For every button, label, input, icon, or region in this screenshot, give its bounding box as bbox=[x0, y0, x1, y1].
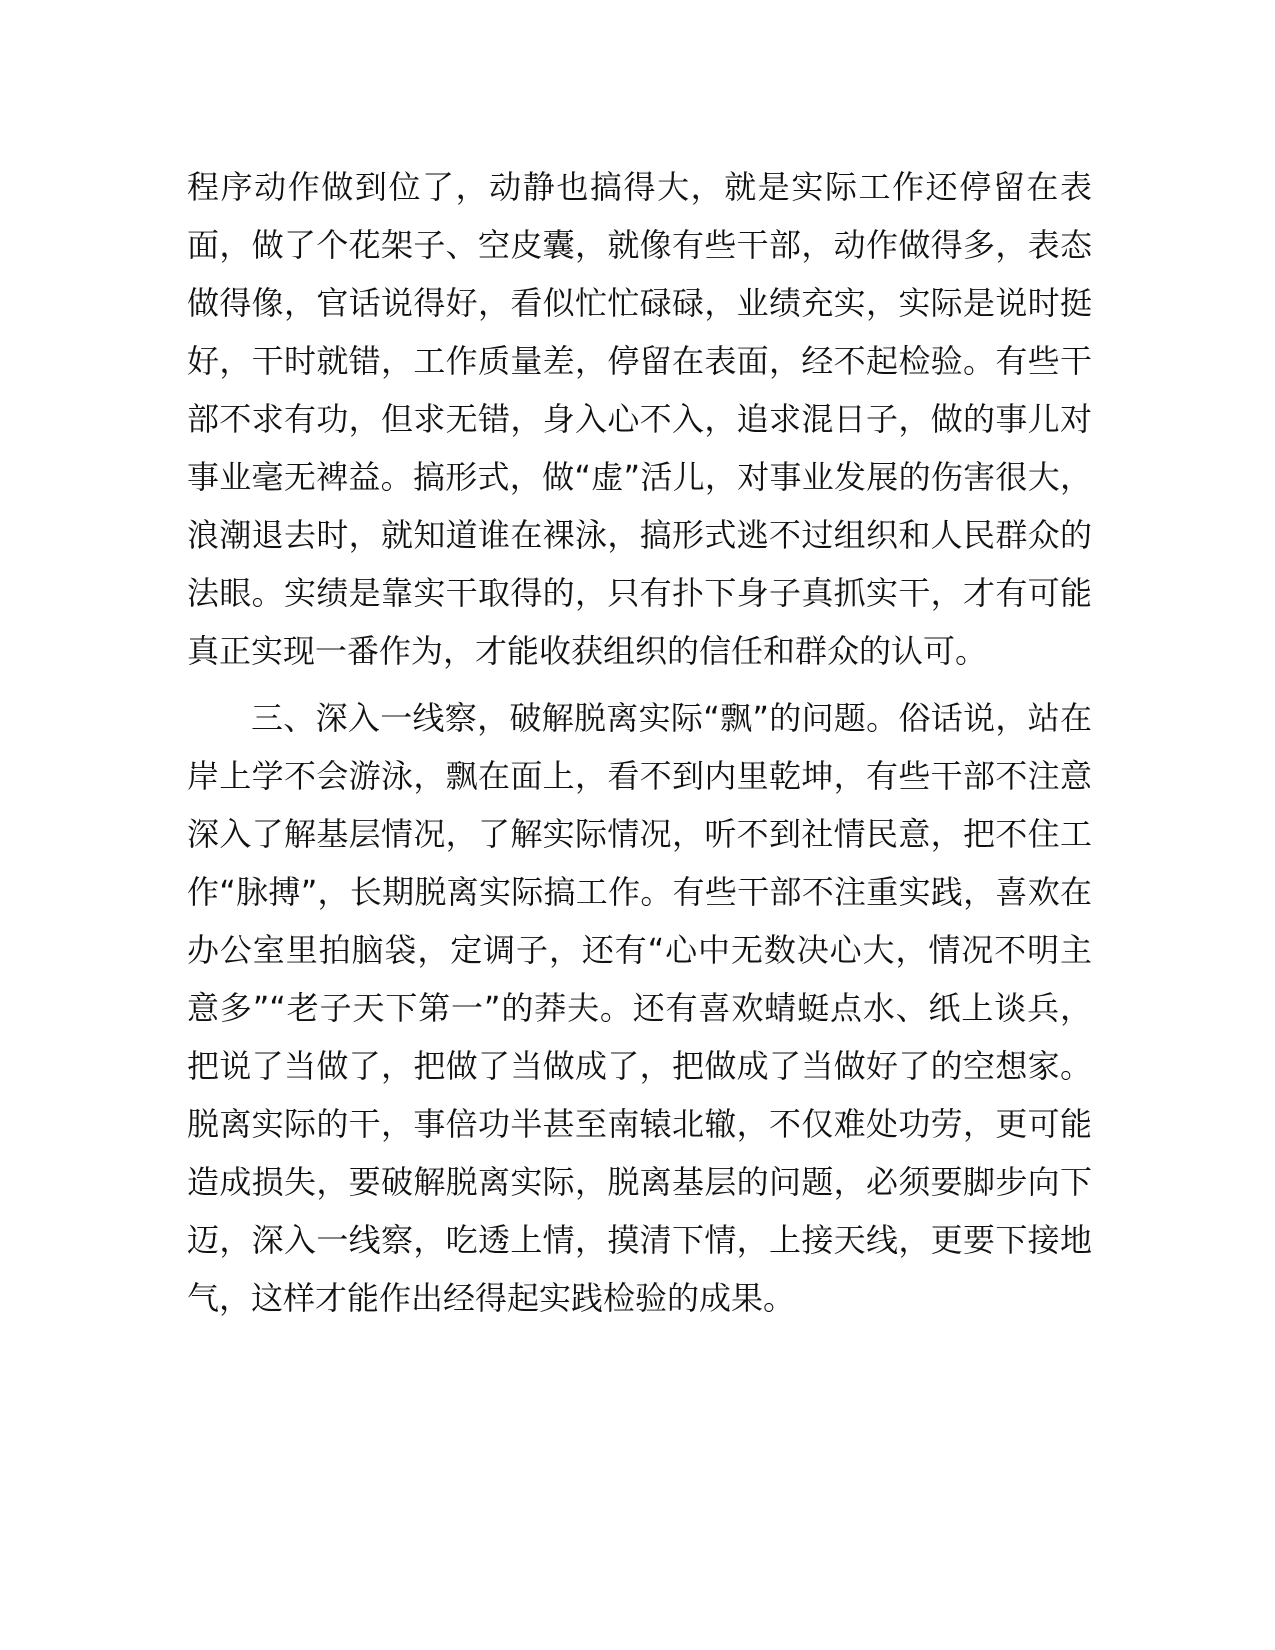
document-body bbox=[187, 158, 1092, 1327]
paragraph-section-three: 三、深入一线察，破解脱离实际“飘”的问题。俗话说，站在岸上学不会游泳，飘在面上，看不到内里乾坤，有些干部不注意深入了解基层情况，了解实际情况，听不到社情民意，把不住工作“脉搏”，长期脱离实际搞工作。有些干部不注重实践，喜欢在办公室里拍脑袋，定调子，还有“心中无数决心大，情况不明主意多”“老子天下第一”的莽夫。还有喜欢蜻蜓点水、纸上谈兵，把说了当做了，把做了当做成了，把做成了当做好了的空想家。脱离实际的干，事倍功半甚至南辕北辙，不仅难处功劳，更可能造成损失，要破解脱离实际，脱离基层的问题，必须要脚步向下迈，深入一线察，吃透上情，摸清下情，上接天线，更要下接地气，这样才能作出经得起实践检验的成果。 bbox=[187, 699, 1092, 1317]
paragraph-gap bbox=[187, 680, 1092, 689]
paragraph-continuation: 程序动作做到位了，动静也搞得大，就是实际工作还停留在表面，做了个花架子、空皮囊，就像有些干部，动作做得多，表态做得像，官话说得好，看似忙忙碌碌，业绩充实，实际是说时挺好，干时就错，工作质量差，停留在表面，经不起检验。有些干部不求有功，但求无错，身入心不入，追求混日子，做的事儿对事业毫无裨益。搞形式，做“虚”活儿，对事业发展的伤害很大，浪潮退去时，就知道谁在裸泳，搞形式逃不过组织和人民群众的法眼。实绩是靠实干取得的，只有扑下身子真抓实干，才有可能真正实现一番作为，才能收获组织的信任和群众的认可。 bbox=[187, 168, 1092, 670]
